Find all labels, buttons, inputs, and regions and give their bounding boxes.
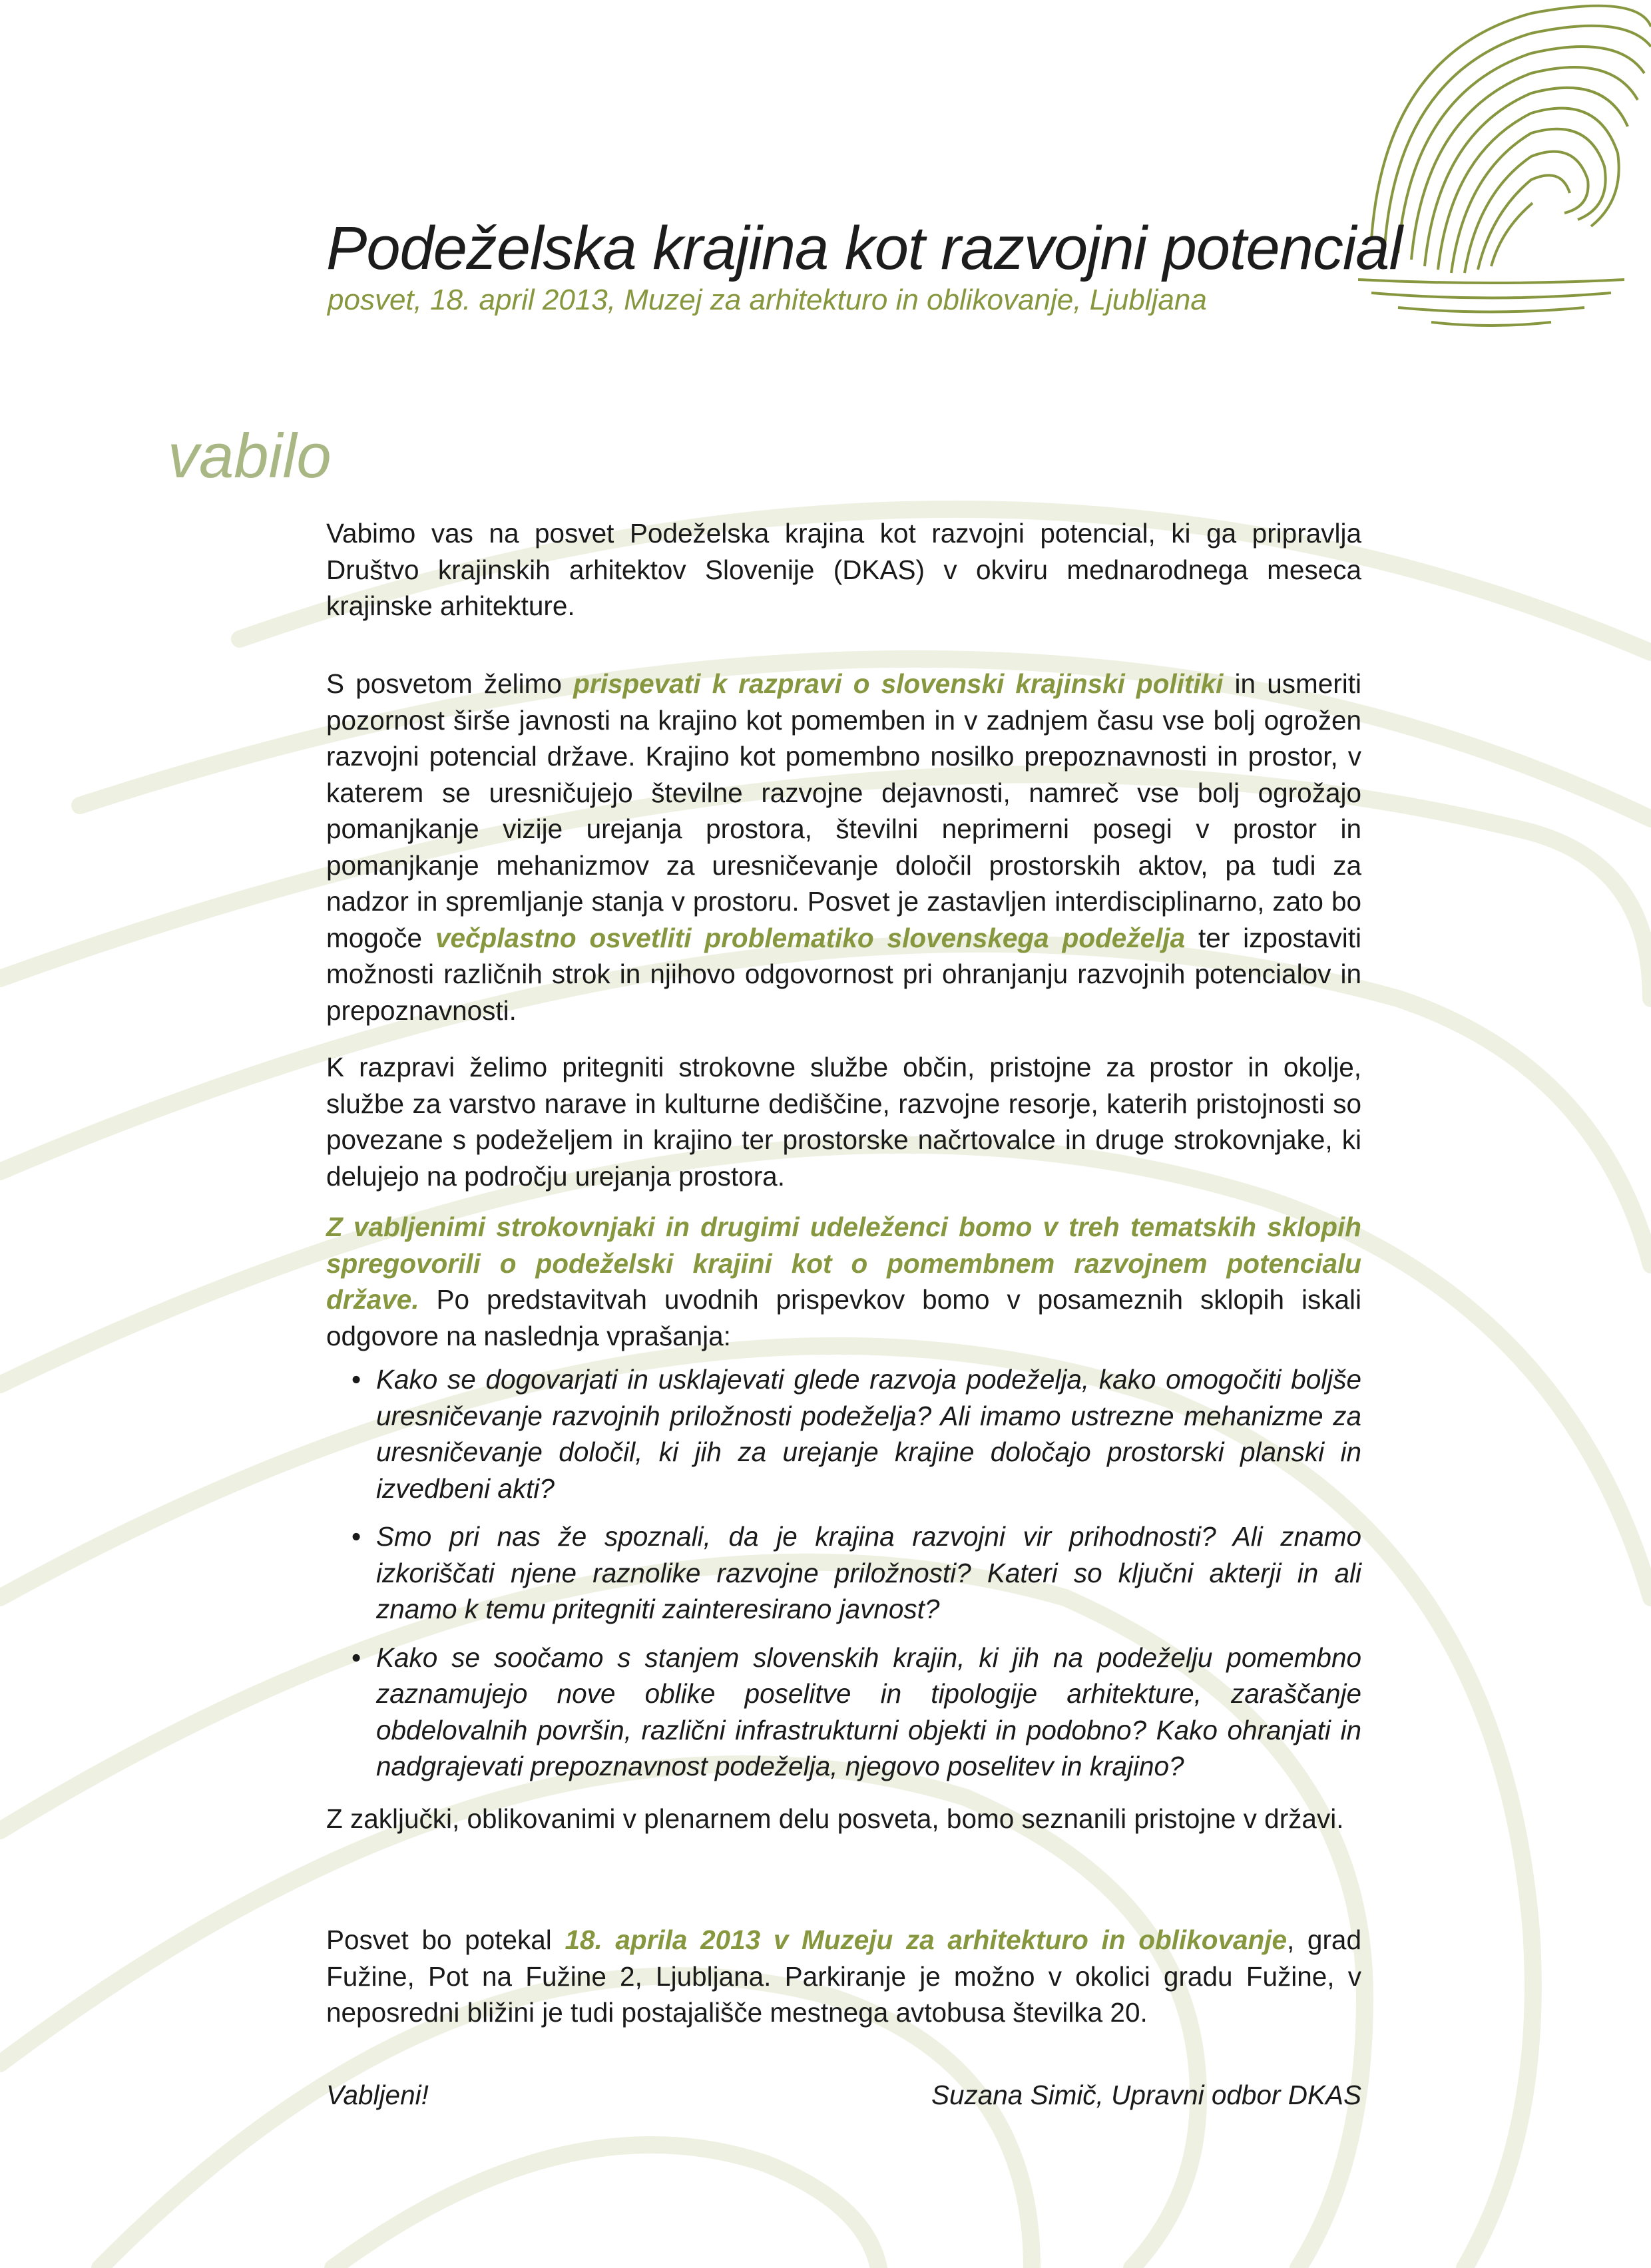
question-text: Kako se dogovarjati in usklajevati glede razvoja podeželja, kako omogočiti boljše uresničevanje razvojnih priložnosti podeželja? Ali imamo ustrezne mehanizme za uresničevanje določil, ki jih za urejanje krajine določajo prostorski planski in izvedbeni akti? — [376, 1364, 1361, 1504]
paragraph-topics — [326, 1209, 1361, 1354]
paragraph-goals — [326, 666, 1361, 1028]
fingerprint-logo — [1358, 0, 1651, 333]
highlight-text: večplastno osvetliti problematiko slovenskega podeželja — [435, 922, 1186, 953]
highlight-text: 18. aprila 2013 v Muzeju za arhitekturo in oblikovanje — [565, 1925, 1288, 1955]
signature: Suzana Simič, Upravni odbor DKAS — [931, 2080, 1361, 2110]
question-text: Kako se soočamo s stanjem slovenskih krajin, ki jih na podeželju pomembno zaznamujejo nove oblike poselitve in tipologije arhitekture, zaraščanje obdelovalnih površin, različni infrastrukturni objekti in podobno? Kako ohranjati in nadgrajevati prepoznavnost podeželja, njegovo poselitev in krajino? — [376, 1642, 1361, 1781]
text-span: Po predstavitvah uvodnih prispevkov bomo v posameznih sklopih iskali odgovore na naslednja vprašanja: — [326, 1284, 1361, 1351]
text-span: ter izpostaviti možnosti različnih strok in njihovo odgovornost pri ohranjanju razvojnih potencialov in prepoznavnosti. — [326, 922, 1362, 1026]
highlight-text: prispevati k razpravi o slovenski krajinski politiki — [573, 668, 1224, 699]
highlight-text: Z vabljenimi strokovnjaki in drugimi udeleženci bomo v treh tematskih sklopih spregovorili o podeželski krajini kot o pomembnem razvojnem potencialu države. — [326, 1212, 1361, 1315]
section-label: vabilo — [168, 421, 332, 491]
text-span: in usmeriti pozornost širše javnosti na krajino kot pomemben in v zadnjem času vse bolj ogrožen razvojni potencial države. Krajino kot pomembno nosilko prepoznavnosti in prostor, v katerem se uresničujejo številne razvojne dejavnosti, namreč vse bolj ogrožajo pomanjkanje vizije urejanja prostora, številni neprimerni posegi v prostor in pomanjkanje mehanizmov za uresničevanje določil prostorskih aktov, pa tudi za nadzor in spremljanje stanja v prostoru. Posvet je zastavljen interdisciplinarno, zato bo mogoče — [326, 668, 1361, 953]
bullet: • — [352, 1521, 361, 1552]
bullet: • — [352, 1364, 361, 1395]
bullet: • — [352, 1642, 361, 1673]
text-span: , grad Fužine, Pot na Fužine 2, Ljubljana. Parkiranje je možno v okolici gradu Fužine, v neposredni bližini je tudi postajališče mestnega avtobusa številka 20. — [326, 1925, 1361, 2028]
list-item — [326, 1361, 1361, 1506]
question-text: Smo pri nas že spoznali, da je krajina razvojni vir prihodnosti? Ali znamo izkoriščati njene raznolike razvojne priložnosti? Kateri so ključni akterji in ali znamo k temu pritegniti zainteresirano javnost? — [376, 1521, 1361, 1624]
list-item — [326, 1518, 1361, 1628]
text-span: S posvetom želimo — [326, 668, 574, 699]
intro-paragraph: Vabimo vas na posvet Podeželska krajina kot razvojni potencial, ki ga pripravlja Društvo krajinskih arhitektov Slovenije (DKAS) v okviru mednarodnega meseca krajinske arhitekture. — [326, 518, 1361, 621]
page-title: Podeželska krajina kot razvojni potencial — [326, 214, 1402, 282]
questions-list — [326, 1361, 1361, 1797]
list-item — [326, 1640, 1361, 1785]
paragraph-audience: K razpravi želimo pritegniti strokovne službe občin, pristojne za prostor in okolje, službe za varstvo narave in kulturne dediščine, razvojne resorje, katerih pristojnosti so povezane s podeželjem in krajino ter prostorske načrtovalce in druge strokovnjake, ki delujejo na področju urejanja prostora. — [326, 1052, 1361, 1192]
paragraph-conclusions: Z zaključki, oblikovanimi v plenarnem delu posveta, bomo seznanili pristojne v državi. — [326, 1803, 1344, 1834]
page-subtitle: posvet, 18. april 2013, Muzej za arhitekturo in oblikovanje, Ljubljana — [328, 284, 1207, 316]
text-span: Posvet bo potekal — [326, 1925, 565, 1955]
closing-greeting: Vabljeni! — [326, 2080, 429, 2110]
paragraph-venue — [326, 1922, 1361, 2031]
